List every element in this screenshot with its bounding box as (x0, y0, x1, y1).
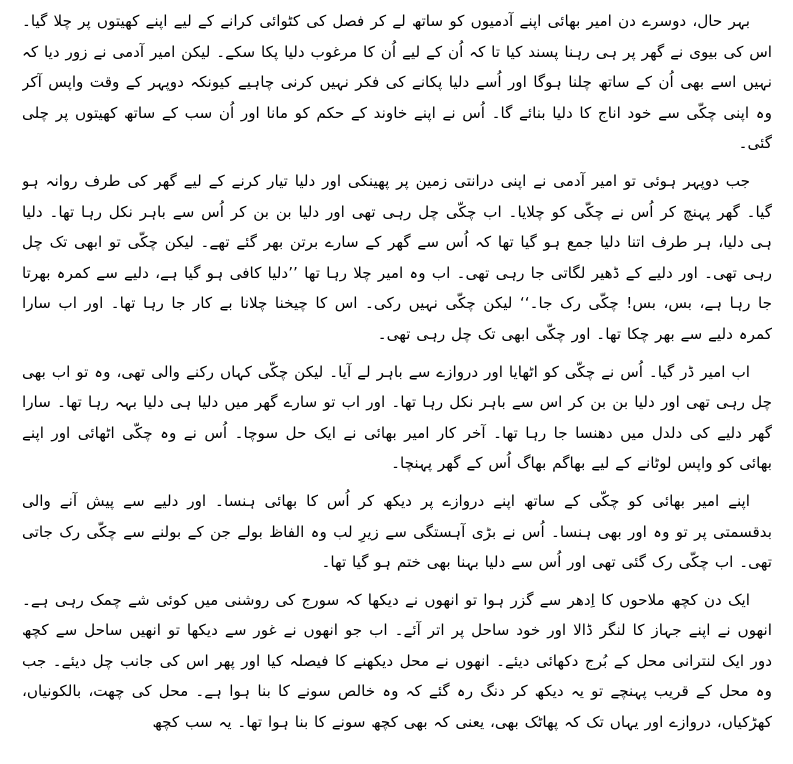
paragraph-4: اپنے امیر بھائی کو چکّی کے ساتھ اپنے دروازے پر دیکھ کر اُس کا بھائی ہنسا۔ اور دلیے سے پیش آنے والی بدقسمتی پر تو وہ اور بھی ہنسا۔ اُس نے بڑی آہستگی سے زیرِ لب وہ الفاظ بولے جن کے بولنے سے چکّی رک جاتی تھی۔ اب چکّی رک گئی تھی اور اُس سے دلیا بہنا بھی ختم ہو گیا تھا۔ (22, 491, 772, 572)
paragraph-3: اب امیر ڈر گیا۔ اُس نے چکّی کو اٹھایا اور دروازے سے باہر لے آیا۔ لیکن چکّی کہاں رکنے والی تھی، وہ تو اب بھی چل رہی تھی اور دلیا بن بن کر اس سے باہر نکل رہا تھا۔ اور اب تو سارے گھر میں دلیا ہی دلیا بہہ رہا تھا۔ سارا گھر دلیے کی دلدل میں دھنسا جا رہا تھا۔ آخر کار امیر بھائی نے ایک حل سوچا۔ اُس نے وہ چکّی اٹھائی اور اپنے بھائی کو واپس لوٹانے کے لیے بھاگم بھاگ اُس کے گھر پہنچا۔ (22, 362, 772, 473)
paragraph-2: جب دوپہر ہوئی تو امیر آدمی نے اپنی درانتی زمین پر پھینکی اور دلیا تیار کرنے کے لیے گھر کی طرف روانہ ہو گیا۔ گھر پہنچ کر اُس نے چکّی کو چلایا۔ اب چکّی چل رہی تھی اور دلیا بن بن کر اُس سے باہر نکل رہا تھا۔ دلیا ہی دلیا، ہر طرف اتنا دلیا جمع ہو گیا تھا کہ اُس سے گھر کے سارے برتن بھر گئے تھے۔ لیکن چکّی تو ابھی تک چل رہی تھی۔ اور دلیے کے ڈھیر لگاتی جا رہی تھی۔ اب وہ امیر چلا رہا تھا ’’دلیا کافی ہو گیا ہے، دلیے سے کمرہ بھرتا جا رہا ہے، بس، بس! چکّی رک جا۔‘‘ لیکن چکّی نہیں رکی۔ اس کا چیخنا چلانا بے کار جا رہا تھا۔ اور اب سارا کمرہ دلیے سے بھر چکا تھا۔ اور چکّی ابھی تک چل رہی تھی۔ (22, 171, 772, 343)
document-page (22, 6, 772, 758)
paragraph-1: بہر حال، دوسرے دن امیر بھائی اپنے آدمیوں کو ساتھ لے کر فصل کی کٹوائی کرانے کے لیے اپنے کھیتوں پر چلا گیا۔ اس کی بیوی نے گھر پر ہی رہنا پسند کیا تا کہ اُن کے لیے اُن کا مرغوب دلیا پکا سکے۔ لیکن امیر آدمی نے زور دیا کہ نہیں اسے بھی اُن کے ساتھ چلنا ہوگا اور اُسے دلیا پکانے کی فکر نہیں کرنی چاہیے کیونکہ دوپہر کے وقت واپس آکر وہ اپنی چکّی سے خود اناج کا دلیا بنائے گا۔ اُس نے اپنے خاوند کے حکم کو مانا اور اُن سب کے ساتھ کھیتوں پر چلی گئی۔ (22, 12, 772, 153)
paragraph-5: ایک دن کچھ ملاحوں کا اِدھر سے گزر ہوا تو انھوں نے دیکھا کہ سورج کی روشنی میں کوئی شے چمک رہی ہے۔ انھوں نے اپنے جہاز کا لنگر ڈالا اور خود ساحل پر اتر آئے۔ اب جو انھوں نے غور سے دیکھا تو انھیں ساحل سے کچھ دور ایک لنترانی محل کے بُرج دکھائی دیئے۔ انھوں نے محل دیکھنے کا فیصلہ کیا اور پھر اس کی جانب چل دیئے۔ جب وہ محل کے قریب پہنچے تو یہ دیکھ کر دنگ رہ گئے کہ وہ خالص سونے کا بنا ہوا ہے۔ محل کی چھت، بالکونیاں، کھڑکیاں، دروازے اور یہاں تک کہ پھاٹک بھی، یعنی کہ بھی کچھ سونے کا بنا ہوا تھا۔ یہ سب کچھ (22, 590, 772, 732)
